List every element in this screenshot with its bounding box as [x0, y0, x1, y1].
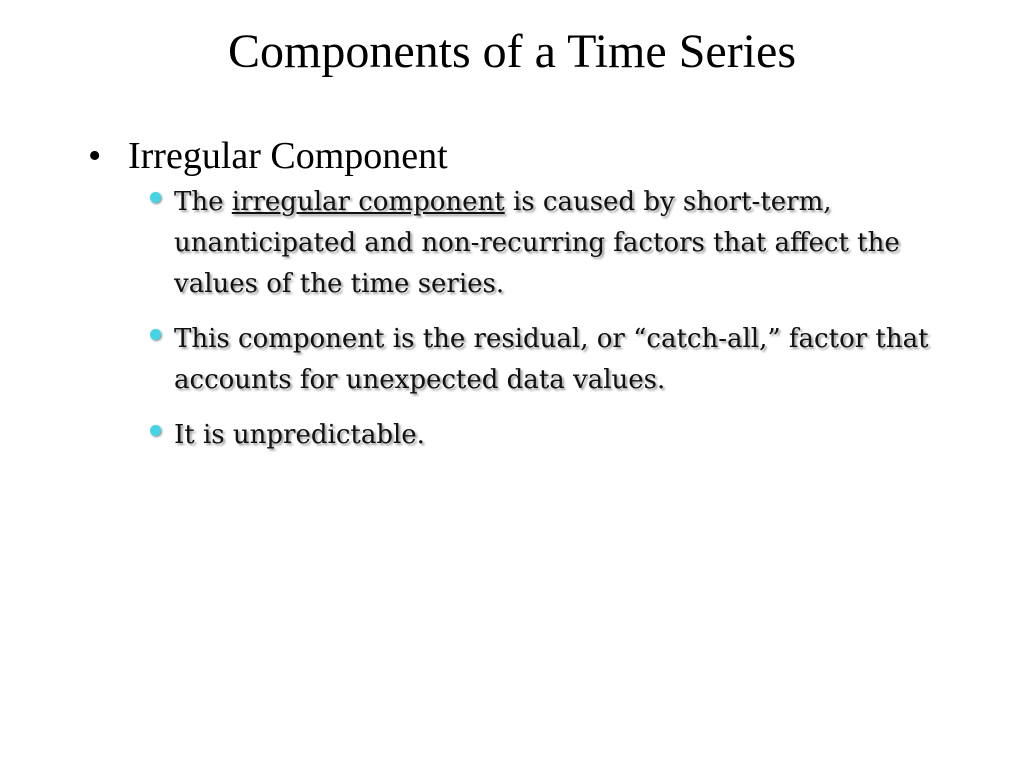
slide-title: Components of a Time Series [227, 25, 796, 78]
sub-bullet-unpredictable [148, 415, 968, 456]
sub-bullet-suffix: is caused by short-term, unanticipated and non-recurring factors that affect the values of the time series. [174, 187, 900, 299]
sub-bullet-prefix: The [174, 187, 232, 217]
sub-bullet-residual [148, 319, 968, 401]
sub-bullet-list [148, 182, 968, 470]
bullet-dot: • [88, 135, 102, 177]
bullet-heading: Irregular Component [128, 135, 448, 177]
sub-bullet-text: It is unpredictable. [174, 420, 425, 450]
cyan-bullet-icon [150, 192, 161, 203]
sub-bullet-definition [148, 182, 968, 305]
term-irregular-component: irregular component [231, 187, 505, 217]
bullet-irregular-component [88, 133, 448, 179]
cyan-bullet-icon [150, 425, 161, 436]
sub-bullet-text: This component is the residual, or “catch-all,” factor that accounts for unexpected data values. [174, 324, 929, 395]
cyan-bullet-icon [150, 329, 161, 340]
